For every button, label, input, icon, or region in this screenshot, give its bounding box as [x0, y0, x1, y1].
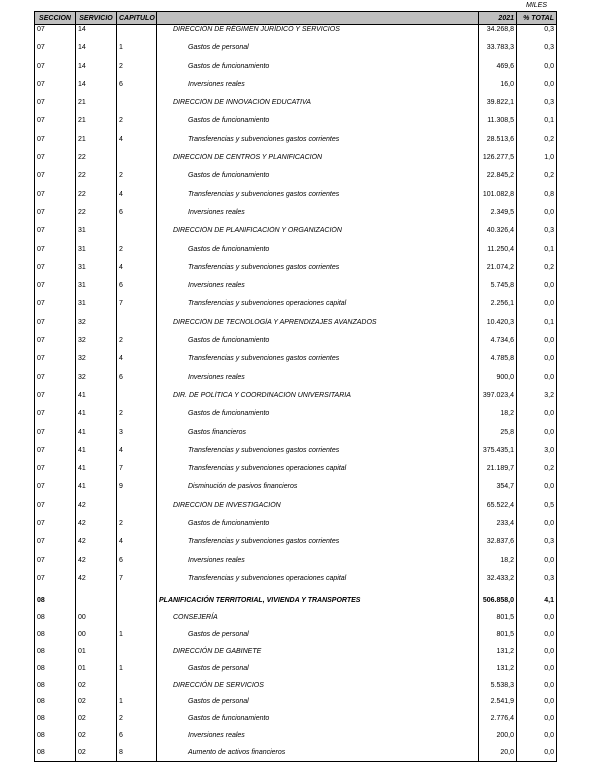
percent-cell: 0,2	[517, 464, 557, 482]
amount-cell: 39.822,1	[479, 98, 517, 116]
servicio-cell: 00	[76, 626, 117, 643]
percent-cell: 0,0	[517, 482, 557, 500]
amount-cell: 16,0	[479, 80, 517, 98]
capitulo-cell: 2	[117, 409, 157, 427]
servicio-cell: 00	[76, 609, 117, 626]
chapter-row	[35, 171, 557, 189]
capitulo-cell: 2	[117, 171, 157, 189]
capitulo-cell	[117, 153, 157, 171]
chapter-row	[35, 62, 557, 80]
percent-cell: 0,0	[517, 744, 557, 761]
description-cell: Transferencias y subvenciones gastos corrientes	[157, 190, 479, 208]
amount-cell: 375.435,1	[479, 446, 517, 464]
amount-cell: 32.433,2	[479, 574, 517, 592]
capitulo-cell: 7	[117, 464, 157, 482]
budget-table	[34, 11, 557, 762]
seccion-cell: 07	[35, 519, 76, 537]
percent-cell: 0,0	[517, 727, 557, 744]
servicio-cell: 21	[76, 98, 117, 116]
chapter-row	[35, 336, 557, 354]
seccion-cell: 07	[35, 409, 76, 427]
servicio-cell: 42	[76, 501, 117, 519]
col-header-seccion: SECCION	[35, 12, 76, 25]
amount-cell: 2.541,9	[479, 694, 517, 711]
seccion-cell: 07	[35, 428, 76, 446]
seccion-cell: 07	[35, 80, 76, 98]
description-cell: Transferencias y subvenciones gastos corrientes	[157, 354, 479, 372]
percent-cell: 0,0	[517, 643, 557, 660]
capitulo-cell	[117, 391, 157, 409]
description-cell: Gastos de personal	[157, 626, 479, 643]
description-cell: Gastos de funcionamiento	[157, 62, 479, 80]
table-body	[35, 25, 557, 762]
description-cell: DIRECCIÓN DE RÉGIMEN JURÍDICO Y SERVICIOS	[157, 25, 479, 44]
percent-cell: 0,0	[517, 80, 557, 98]
servicio-cell: 41	[76, 446, 117, 464]
chapter-row	[35, 245, 557, 263]
chapter-row	[35, 281, 557, 299]
description-cell: Gastos de funcionamiento	[157, 336, 479, 354]
servicio-cell: 31	[76, 263, 117, 281]
amount-cell: 4.734,6	[479, 336, 517, 354]
capitulo-cell: 4	[117, 446, 157, 464]
percent-cell: 0,0	[517, 208, 557, 226]
chapter-row	[35, 208, 557, 226]
amount-cell: 131,2	[479, 660, 517, 677]
capitulo-cell: 7	[117, 574, 157, 592]
capitulo-cell: 6	[117, 373, 157, 391]
percent-cell: 0,0	[517, 373, 557, 391]
percent-cell: 0,0	[517, 710, 557, 727]
percent-cell: 0,1	[517, 318, 557, 336]
seccion-cell: 07	[35, 318, 76, 336]
percent-cell: 0,3	[517, 537, 557, 555]
percent-cell: 0,1	[517, 245, 557, 263]
percent-cell: 0,3	[517, 574, 557, 592]
description-cell: DIRECCIÓN DE TECNOLOGÍA Y APRENDIZAJES AVANZADOS	[157, 318, 479, 336]
servicio-cell: 22	[76, 171, 117, 189]
description-cell: Gastos de funcionamiento	[157, 409, 479, 427]
description-cell: Disminución de pasivos financieros	[157, 482, 479, 500]
servicio-cell: 42	[76, 574, 117, 592]
seccion-cell: 08	[35, 626, 76, 643]
percent-cell: 0,0	[517, 556, 557, 574]
amount-cell: 801,5	[479, 626, 517, 643]
amount-cell: 32.837,6	[479, 537, 517, 555]
directorate-row	[35, 98, 557, 116]
chapter-row	[35, 744, 557, 761]
percent-cell: 4,1	[517, 592, 557, 609]
amount-cell: 5.745,8	[479, 281, 517, 299]
directorate-row	[35, 501, 557, 519]
servicio-cell: 31	[76, 281, 117, 299]
directorate-row	[35, 25, 557, 44]
description-cell: Gastos de funcionamiento	[157, 519, 479, 537]
description-cell: Transferencias y subvenciones gastos corrientes	[157, 263, 479, 281]
percent-cell: 0,0	[517, 299, 557, 317]
amount-cell: 4.785,8	[479, 354, 517, 372]
amount-cell: 900,0	[479, 373, 517, 391]
description-cell: DIRECCIÓN DE INNOVACIÓN EDUCATIVA	[157, 98, 479, 116]
seccion-cell: 07	[35, 299, 76, 317]
percent-cell: 0,8	[517, 190, 557, 208]
servicio-cell: 14	[76, 62, 117, 80]
percent-cell: 0,0	[517, 519, 557, 537]
capitulo-cell: 6	[117, 556, 157, 574]
percent-cell: 0,0	[517, 428, 557, 446]
col-header-servicio: SERVICIO	[76, 12, 117, 25]
description-cell: CONSEJERÍA	[157, 609, 479, 626]
servicio-cell: 31	[76, 245, 117, 263]
capitulo-cell	[117, 677, 157, 694]
amount-cell: 22.845,2	[479, 171, 517, 189]
capitulo-cell	[117, 609, 157, 626]
seccion-cell: 08	[35, 660, 76, 677]
servicio-cell: 42	[76, 537, 117, 555]
description-cell: Transferencias y subvenciones gastos corrientes	[157, 446, 479, 464]
directorate-row	[35, 153, 557, 171]
chapter-row	[35, 626, 557, 643]
percent-cell: 0,0	[517, 626, 557, 643]
capitulo-cell: 2	[117, 519, 157, 537]
amount-cell: 2.349,5	[479, 208, 517, 226]
capitulo-cell: 4	[117, 537, 157, 555]
chapter-row	[35, 373, 557, 391]
amount-cell: 506.858,0	[479, 592, 517, 609]
chapter-row	[35, 482, 557, 500]
capitulo-cell: 4	[117, 190, 157, 208]
description-cell: DIR. DE POLÍTICA Y COORDINACIÓN UNIVERSITARIA	[157, 391, 479, 409]
servicio-cell: 21	[76, 116, 117, 134]
amount-cell: 20,0	[479, 744, 517, 761]
percent-cell: 0,0	[517, 354, 557, 372]
capitulo-cell: 2	[117, 62, 157, 80]
percent-cell: 1,0	[517, 153, 557, 171]
chapter-row	[35, 464, 557, 482]
description-cell: Gastos financieros	[157, 428, 479, 446]
chapter-row	[35, 263, 557, 281]
capitulo-cell: 1	[117, 43, 157, 61]
amount-cell: 28.513,6	[479, 135, 517, 153]
capitulo-cell: 4	[117, 263, 157, 281]
capitulo-cell: 9	[117, 482, 157, 500]
capitulo-cell: 6	[117, 208, 157, 226]
chapter-row	[35, 519, 557, 537]
percent-cell: 0,3	[517, 43, 557, 61]
capitulo-cell: 7	[117, 299, 157, 317]
capitulo-cell: 2	[117, 245, 157, 263]
description-cell: DIRECCIÓN DE PLANIFICACIÓN Y ORGANIZACIÓN	[157, 226, 479, 244]
chapter-row	[35, 409, 557, 427]
servicio-cell: 32	[76, 336, 117, 354]
servicio-cell: 41	[76, 428, 117, 446]
seccion-cell: 07	[35, 98, 76, 116]
seccion-cell: 07	[35, 574, 76, 592]
chapter-row	[35, 537, 557, 555]
capitulo-cell	[117, 98, 157, 116]
seccion-cell: 07	[35, 446, 76, 464]
servicio-cell: 31	[76, 226, 117, 244]
percent-cell: 0,0	[517, 281, 557, 299]
percent-cell: 0,1	[517, 116, 557, 134]
seccion-cell: 07	[35, 263, 76, 281]
seccion-cell: 07	[35, 43, 76, 61]
amount-cell: 801,5	[479, 609, 517, 626]
chapter-row	[35, 660, 557, 677]
percent-cell: 0,0	[517, 694, 557, 711]
chapter-row	[35, 116, 557, 134]
col-header-year: 2021	[479, 12, 517, 25]
description-cell: DIRECCIÓN DE SERVICIOS	[157, 677, 479, 694]
description-cell: Transferencias y subvenciones operaciones capital	[157, 464, 479, 482]
percent-cell: 0,2	[517, 263, 557, 281]
description-cell: Gastos de personal	[157, 43, 479, 61]
servicio-cell: 14	[76, 80, 117, 98]
seccion-cell: 07	[35, 281, 76, 299]
capitulo-cell: 2	[117, 336, 157, 354]
description-cell: Gastos de funcionamiento	[157, 245, 479, 263]
servicio-cell: 22	[76, 153, 117, 171]
description-cell: Inversiones reales	[157, 80, 479, 98]
seccion-cell: 07	[35, 25, 76, 44]
seccion-cell: 08	[35, 677, 76, 694]
percent-cell: 3,0	[517, 446, 557, 464]
description-cell: Inversiones reales	[157, 727, 479, 744]
description-cell: Inversiones reales	[157, 208, 479, 226]
servicio-cell: 32	[76, 373, 117, 391]
amount-cell: 397.023,4	[479, 391, 517, 409]
amount-cell: 21.074,2	[479, 263, 517, 281]
seccion-cell: 07	[35, 354, 76, 372]
capitulo-cell	[117, 501, 157, 519]
directorate-row	[35, 391, 557, 409]
percent-cell: 0,2	[517, 135, 557, 153]
chapter-row	[35, 694, 557, 711]
amount-cell: 10.420,3	[479, 318, 517, 336]
directorate-row	[35, 609, 557, 626]
seccion-cell: 08	[35, 744, 76, 761]
description-cell: Gastos de funcionamiento	[157, 710, 479, 727]
amount-cell: 65.522,4	[479, 501, 517, 519]
servicio-cell: 01	[76, 643, 117, 660]
amount-cell: 18,2	[479, 556, 517, 574]
col-header-pct: % TOTAL	[517, 12, 557, 25]
seccion-cell: 07	[35, 208, 76, 226]
seccion-cell: 07	[35, 391, 76, 409]
chapter-row	[35, 556, 557, 574]
amount-cell: 131,2	[479, 643, 517, 660]
chapter-row	[35, 43, 557, 61]
capitulo-cell: 1	[117, 626, 157, 643]
percent-cell: 0,0	[517, 62, 557, 80]
percent-cell: 0,0	[517, 660, 557, 677]
col-header-descripcion	[157, 12, 479, 25]
servicio-cell: 14	[76, 43, 117, 61]
description-cell: Transferencias y subvenciones operaciones capital	[157, 299, 479, 317]
chapter-row	[35, 354, 557, 372]
table-header	[35, 12, 557, 25]
servicio-cell: 02	[76, 727, 117, 744]
description-cell: Aumento de activos financieros	[157, 744, 479, 761]
amount-cell: 11.250,4	[479, 245, 517, 263]
percent-cell: 0,3	[517, 226, 557, 244]
seccion-cell: 07	[35, 501, 76, 519]
seccion-cell: 08	[35, 643, 76, 660]
directorate-row	[35, 643, 557, 660]
seccion-cell: 07	[35, 464, 76, 482]
servicio-cell: 22	[76, 208, 117, 226]
seccion-cell: 07	[35, 171, 76, 189]
servicio-cell: 22	[76, 190, 117, 208]
directorate-row	[35, 226, 557, 244]
servicio-cell: 32	[76, 354, 117, 372]
amount-cell: 200,0	[479, 727, 517, 744]
servicio-cell: 41	[76, 464, 117, 482]
seccion-cell: 07	[35, 482, 76, 500]
capitulo-cell	[117, 25, 157, 44]
amount-cell: 126.277,5	[479, 153, 517, 171]
capitulo-cell: 8	[117, 744, 157, 761]
chapter-row	[35, 574, 557, 592]
chapter-row	[35, 80, 557, 98]
amount-cell: 21.189,7	[479, 464, 517, 482]
percent-cell: 0,3	[517, 25, 557, 44]
seccion-cell: 07	[35, 226, 76, 244]
amount-cell: 33.783,3	[479, 43, 517, 61]
capitulo-cell	[117, 226, 157, 244]
description-cell: Gastos de funcionamiento	[157, 116, 479, 134]
servicio-cell: 41	[76, 482, 117, 500]
seccion-cell: 07	[35, 153, 76, 171]
servicio-cell: 32	[76, 318, 117, 336]
percent-cell: 0,0	[517, 409, 557, 427]
seccion-cell: 08	[35, 592, 76, 609]
description-cell: Transferencias y subvenciones gastos corrientes	[157, 537, 479, 555]
description-cell: PLANIFICACIÓN TERRITORIAL, VIVIENDA Y TRANSPORTES	[157, 592, 479, 609]
seccion-cell: 07	[35, 245, 76, 263]
capitulo-cell: 6	[117, 281, 157, 299]
servicio-cell	[76, 592, 117, 609]
section-row	[35, 592, 557, 609]
capitulo-cell: 6	[117, 80, 157, 98]
servicio-cell: 42	[76, 519, 117, 537]
seccion-cell: 07	[35, 135, 76, 153]
directorate-row	[35, 677, 557, 694]
description-cell: Gastos de personal	[157, 660, 479, 677]
capitulo-cell: 2	[117, 710, 157, 727]
amount-cell: 354,7	[479, 482, 517, 500]
chapter-row	[35, 710, 557, 727]
seccion-cell: 08	[35, 694, 76, 711]
description-cell: Gastos de funcionamiento	[157, 171, 479, 189]
chapter-row	[35, 299, 557, 317]
percent-cell: 3,2	[517, 391, 557, 409]
capitulo-cell	[117, 318, 157, 336]
capitulo-cell: 6	[117, 727, 157, 744]
description-cell: DIRECCIÓN DE CENTROS Y PLANIFICACIÓN	[157, 153, 479, 171]
percent-cell: 0,2	[517, 171, 557, 189]
description-cell: DIRECCIÓN DE INVESTIGACIÓN	[157, 501, 479, 519]
capitulo-cell	[117, 643, 157, 660]
seccion-cell: 07	[35, 62, 76, 80]
amount-cell: 34.268,8	[479, 25, 517, 44]
seccion-cell: 07	[35, 537, 76, 555]
description-cell: DIRECCIÓN DE GABINETE	[157, 643, 479, 660]
servicio-cell: 41	[76, 391, 117, 409]
servicio-cell: 41	[76, 409, 117, 427]
description-cell: Inversiones reales	[157, 373, 479, 391]
seccion-cell: 07	[35, 556, 76, 574]
percent-cell: 0,0	[517, 336, 557, 354]
chapter-row	[35, 190, 557, 208]
col-header-capitulo: CAPITULO	[117, 12, 157, 25]
seccion-cell: 07	[35, 336, 76, 354]
servicio-cell: 31	[76, 299, 117, 317]
seccion-cell: 07	[35, 116, 76, 134]
capitulo-cell: 4	[117, 354, 157, 372]
servicio-cell: 21	[76, 135, 117, 153]
amount-cell: 40.326,4	[479, 226, 517, 244]
percent-cell: 0,0	[517, 677, 557, 694]
servicio-cell: 14	[76, 25, 117, 44]
chapter-row	[35, 135, 557, 153]
capitulo-cell: 4	[117, 135, 157, 153]
seccion-cell: 08	[35, 609, 76, 626]
servicio-cell: 02	[76, 710, 117, 727]
seccion-cell: 07	[35, 373, 76, 391]
capitulo-cell	[117, 592, 157, 609]
seccion-cell: 07	[35, 190, 76, 208]
chapter-row	[35, 428, 557, 446]
chapter-row	[35, 446, 557, 464]
seccion-cell: 08	[35, 727, 76, 744]
amount-cell: 469,6	[479, 62, 517, 80]
description-cell: Gastos de personal	[157, 694, 479, 711]
units-label: MILES	[526, 2, 548, 9]
servicio-cell: 02	[76, 694, 117, 711]
servicio-cell: 02	[76, 744, 117, 761]
amount-cell: 5.538,3	[479, 677, 517, 694]
amount-cell: 11.308,5	[479, 116, 517, 134]
capitulo-cell: 1	[117, 660, 157, 677]
percent-cell: 0,5	[517, 501, 557, 519]
amount-cell: 25,8	[479, 428, 517, 446]
amount-cell: 101.082,8	[479, 190, 517, 208]
seccion-cell: 08	[35, 710, 76, 727]
amount-cell: 18,2	[479, 409, 517, 427]
servicio-cell: 42	[76, 556, 117, 574]
amount-cell: 2.776,4	[479, 710, 517, 727]
servicio-cell: 02	[76, 677, 117, 694]
capitulo-cell: 1	[117, 694, 157, 711]
capitulo-cell: 2	[117, 116, 157, 134]
percent-cell: 0,0	[517, 609, 557, 626]
percent-cell: 0,3	[517, 98, 557, 116]
servicio-cell: 01	[76, 660, 117, 677]
chapter-row	[35, 727, 557, 744]
description-cell: Transferencias y subvenciones operaciones capital	[157, 574, 479, 592]
directorate-row	[35, 318, 557, 336]
amount-cell: 233,4	[479, 519, 517, 537]
description-cell: Inversiones reales	[157, 556, 479, 574]
capitulo-cell: 3	[117, 428, 157, 446]
description-cell: Transferencias y subvenciones gastos corrientes	[157, 135, 479, 153]
amount-cell: 2.256,1	[479, 299, 517, 317]
description-cell: Inversiones reales	[157, 281, 479, 299]
